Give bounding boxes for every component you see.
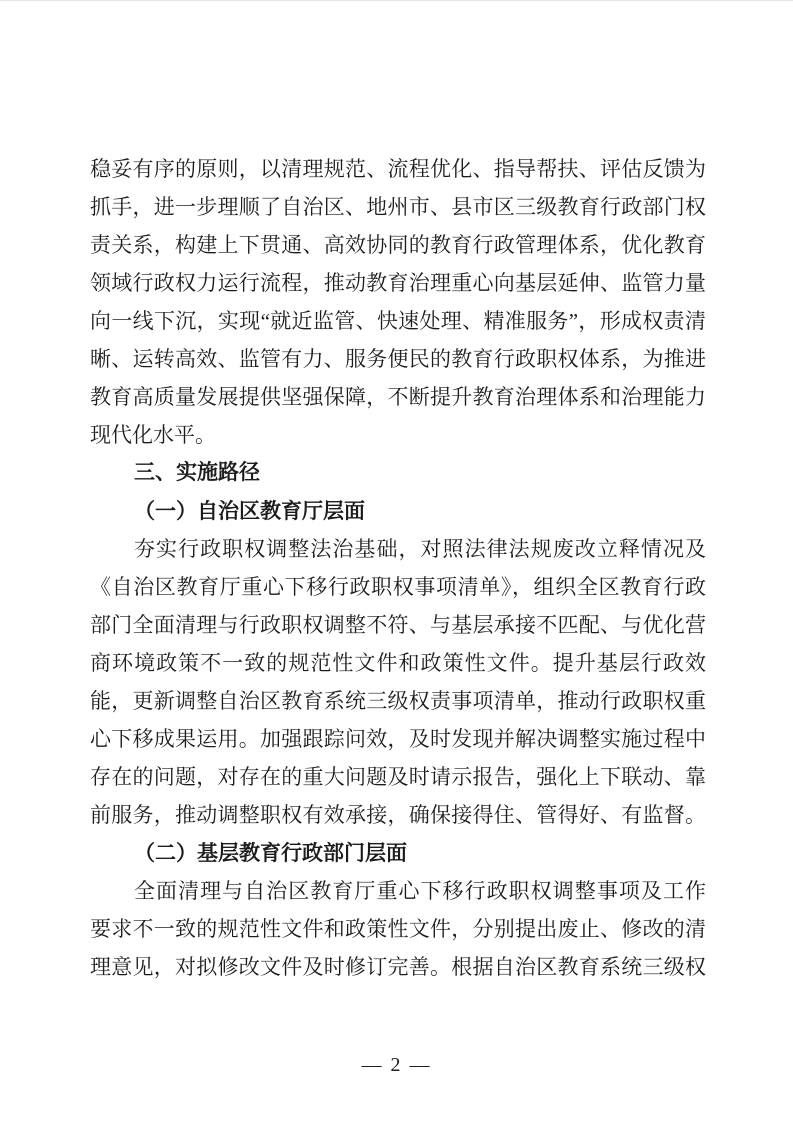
document-line: 教育高质量发展提供坚强保障，不断提升教育治理体系和治理能力: [90, 385, 706, 409]
page-number: — 2 —: [361, 1054, 432, 1076]
document-line: 向一线下沉，实现“就近监管、快速处理、精准服务”，形成权责清: [90, 309, 706, 333]
document-line: 存在的问题，对存在的重大问题及时请示报告，强化上下联动、靠: [90, 765, 706, 789]
document-line: 要求不一致的规范性文件和政策性文件，分别提出废止、修改的清: [90, 917, 706, 941]
subsection-heading-1: （一）自治区教育厅层面: [134, 499, 365, 523]
document-line: 夯实行政职权调整法治基础，对照法律法规废改立释情况及: [134, 537, 706, 561]
document-line: 理意见，对拟修改文件及时修订完善。根据自治区教育系统三级权: [90, 955, 706, 979]
document-line: 心下移成果运用。加强跟踪问效，及时发现并解决调整实施过程中: [90, 727, 706, 751]
document-line: 全面清理与自治区教育厅重心下移行政职权调整事项及工作: [134, 879, 706, 903]
document-line: 稳妥有序的原则，以清理规范、流程优化、指导帮扶、评估反馈为: [90, 157, 706, 181]
document-line: 能，更新调整自治区教育系统三级权责事项清单，推动行政职权重: [90, 689, 706, 713]
page-top-edge: [0, 0, 793, 1]
document-body: [90, 150, 706, 986]
document-line: 抓手，进一步理顺了自治区、地州市、县市区三级教育行政部门权: [90, 195, 706, 219]
document-line: 晰、运转高效、监管有力、服务便民的教育行政职权体系，为推进: [90, 347, 706, 371]
document-line: 前服务，推动调整职权有效承接，确保接得住、管得好、有监督。: [90, 803, 706, 827]
section-heading-3: 三、实施路径: [134, 461, 260, 484]
document-line: 责关系，构建上下贯通、高效协同的教育行政管理体系，优化教育: [90, 233, 706, 257]
document-line: 《自治区教育厅重心下移行政职权事项清单》，组织全区教育行政: [90, 575, 706, 599]
subsection-heading-2: （二）基层教育行政部门层面: [134, 841, 407, 865]
document-line: 现代化水平。: [90, 423, 216, 447]
document-line: 领域行政权力运行流程，推动教育治理重心向基层延伸、监管力量: [90, 271, 706, 295]
document-line: 商环境政策不一致的规范性文件和政策性文件。提升基层行政效: [90, 651, 706, 675]
document-line: 部门全面清理与行政职权调整不符、与基层承接不匹配、与优化营: [90, 613, 706, 637]
